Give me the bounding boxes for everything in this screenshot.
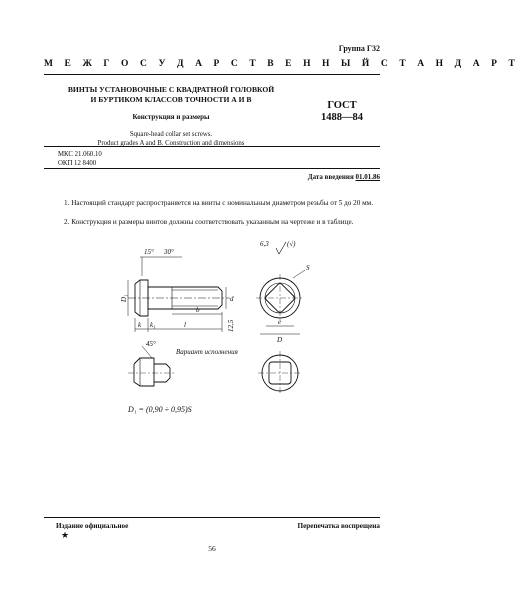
header-rule-bottom bbox=[44, 168, 380, 169]
english-title-line-1: Square-head collar set screws. bbox=[129, 131, 213, 138]
gost-label: ГОСТ bbox=[327, 100, 357, 111]
title-line-2: И БУРТИКОМ КЛАССОВ ТОЧНОСТИ А И В bbox=[90, 95, 252, 104]
introduction-date bbox=[308, 173, 380, 181]
k-label: k bbox=[138, 321, 142, 329]
ra-label: 12,5 bbox=[227, 319, 235, 332]
variant-head bbox=[134, 358, 154, 386]
reprint-prohibited-label: Перепечатка воспрещена bbox=[297, 522, 380, 530]
gost-code: 1488—84 bbox=[321, 112, 363, 123]
document-subtitle: Конструкция и размеры bbox=[132, 113, 210, 121]
header-rule-middle bbox=[44, 146, 380, 147]
header-rule-top bbox=[44, 74, 380, 75]
paragraph-1: 1. Настоящий стандарт распространяется на винты с номинальным диаметром резьбы от 5 до 20 мм. bbox=[64, 199, 374, 207]
gost-number bbox=[302, 100, 382, 124]
e-label: e bbox=[278, 318, 282, 326]
d1-label: D₁ bbox=[120, 294, 128, 302]
l-label: l bbox=[184, 321, 186, 329]
variant-label: Вариант исполнения bbox=[176, 348, 238, 356]
group-code: Группа Г32 bbox=[338, 44, 380, 53]
technical-drawing bbox=[100, 234, 340, 424]
roughness-label: 6,3 bbox=[260, 240, 269, 248]
document-title bbox=[56, 85, 286, 105]
s-label: S bbox=[306, 264, 310, 272]
official-edition-label: Издание официальное bbox=[56, 522, 129, 530]
classification-codes bbox=[58, 151, 102, 168]
b-label: b bbox=[196, 306, 200, 314]
okp-code: ОКП 12 8400 bbox=[58, 159, 97, 167]
s-leader-line bbox=[293, 270, 305, 278]
page-number: 56 bbox=[208, 544, 216, 553]
star-icon: ★ bbox=[61, 530, 70, 540]
dd-label: D bbox=[277, 336, 283, 344]
date-label: Дата введения bbox=[307, 173, 354, 181]
roughness-symbol-icon bbox=[276, 242, 286, 254]
paragraph-2: 2. Конструкция и размеры винтов должны соответствовать указанным на чертеже и в таблице. bbox=[64, 218, 354, 226]
k1-label: k₁ bbox=[150, 321, 156, 329]
footer-rule bbox=[44, 517, 380, 518]
date-value: 01.01.86 bbox=[355, 173, 380, 181]
d1-formula: D₁ = (0,90 ÷ 0,95)S bbox=[128, 405, 192, 414]
mks-code: МКС 21.060.10 bbox=[58, 151, 102, 158]
standard-banner: М Е Ж Г О С У Д А Р С Т В Е Н Н Ы Й С Т А Н Д А Р Т bbox=[44, 59, 520, 69]
angle-45-label: 45° bbox=[146, 340, 156, 348]
title-line-1: ВИНТЫ УСТАНОВОЧНЫЕ С КВАДРАТНОЙ ГОЛОВКОЙ bbox=[67, 85, 275, 94]
angle-30-label: 30° bbox=[164, 248, 174, 256]
angle-15-label: 15° bbox=[144, 248, 154, 256]
roughness-sub-label: (√) bbox=[287, 240, 296, 248]
english-title-line-2: Product grades A and B. Construction and dimensions bbox=[97, 139, 245, 147]
d-label: d bbox=[230, 295, 234, 303]
